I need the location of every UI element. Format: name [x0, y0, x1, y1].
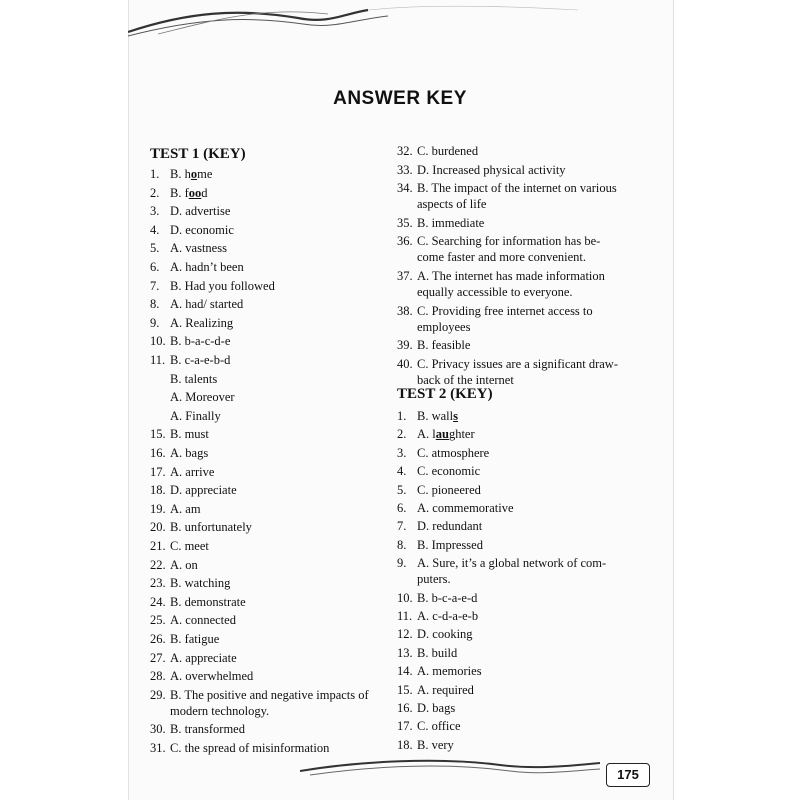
- answer-text: B. Had you followed: [170, 278, 275, 293]
- question-number: 15.: [150, 427, 166, 442]
- test2-answer-item: [397, 737, 454, 753]
- question-number: 10.: [397, 590, 413, 605]
- answer-text: C. office: [417, 719, 461, 734]
- stressed-letters: oo: [188, 185, 202, 200]
- question-number: 8.: [150, 297, 160, 312]
- test1-answer-item: [150, 538, 209, 554]
- question-number: 7.: [150, 278, 160, 293]
- question-number: 3.: [150, 204, 160, 219]
- test1-answer-item: [150, 740, 329, 756]
- answer-text: A. appreciate: [170, 650, 237, 665]
- stressed-letters: o: [190, 167, 198, 181]
- page-number: 175: [606, 763, 650, 787]
- question-number: 26.: [150, 632, 166, 646]
- answer-text: D. economic: [170, 222, 234, 237]
- question-number: 10.: [150, 334, 166, 349]
- answer-text: A. Finally: [170, 408, 221, 423]
- answer-text-continued: aspects of life: [417, 197, 487, 212]
- test1-answer-item: [150, 721, 245, 737]
- answer-text-continued: modern technology.: [170, 703, 270, 718]
- answer-text: C. Providing free internet access to: [417, 303, 593, 318]
- answer-text: B. f: [170, 185, 189, 200]
- question-number: 35.: [397, 215, 413, 230]
- answer-text: A. Realizing: [170, 315, 234, 330]
- question-number: 13.: [397, 645, 413, 660]
- question-number: 20.: [150, 520, 166, 535]
- question-number: 1.: [397, 409, 407, 423]
- answer-text: C. meet: [170, 539, 209, 553]
- answer-text: B. build: [417, 645, 458, 660]
- question-number: 39.: [397, 338, 413, 353]
- question-number: 3.: [397, 445, 407, 460]
- test2-answer-item: [397, 663, 482, 679]
- question-number: 17.: [397, 719, 413, 734]
- answer-text: B. fatigue: [170, 632, 220, 646]
- question-number: 16.: [150, 446, 166, 460]
- question-number: 12.: [397, 627, 413, 642]
- test2-heading: TEST 2 (KEY): [397, 386, 493, 402]
- answer-text: A. commemorative: [417, 501, 514, 515]
- test2-answer-item: [397, 608, 478, 624]
- test1-answer-item: [150, 668, 253, 684]
- stressed-letters: s: [453, 409, 458, 423]
- test1-answer-item: [150, 650, 237, 666]
- answer-text-continued: back of the internet: [417, 372, 514, 387]
- test1-answer-item: [150, 557, 198, 573]
- test1-answer-item: [150, 575, 230, 591]
- test1-answer-item: [150, 501, 201, 517]
- answer-text: A. had/ started: [170, 297, 244, 312]
- question-number: 9.: [397, 556, 407, 571]
- answer-text: B. b-a-c-d-e: [170, 334, 231, 349]
- question-number: 11.: [150, 353, 166, 367]
- test2-answer-item: [397, 426, 475, 442]
- test1-answer-item: [150, 408, 221, 424]
- question-number: 38.: [397, 303, 413, 318]
- test2-answer-item: [397, 463, 480, 479]
- test2-answer-item: [397, 700, 455, 716]
- answer-text: B. unfortunately: [170, 520, 252, 535]
- decorative-swirl-bottom: [300, 755, 600, 785]
- test1-answer-item: [150, 519, 252, 535]
- question-number: 9.: [150, 315, 160, 330]
- test1-answer-item: [150, 166, 212, 182]
- question-number: 6.: [397, 501, 407, 515]
- test2-answer-item: [397, 626, 473, 642]
- question-number: 4.: [397, 464, 407, 479]
- question-number: 23.: [150, 576, 166, 591]
- answer-text: A. connected: [170, 613, 236, 628]
- test1-answer-item: [150, 426, 209, 442]
- answer-text-continued: puters.: [417, 572, 451, 587]
- answer-text: A. am: [170, 501, 201, 516]
- answer-text-continued: come faster and more convenient.: [417, 250, 587, 265]
- test2-answer-item: [397, 500, 514, 516]
- test1-answer-item: [397, 162, 566, 178]
- question-number: 5.: [397, 482, 407, 497]
- answer-text: A. required: [417, 682, 474, 697]
- answer-text: B. h: [170, 167, 191, 181]
- test1-answer-item: [150, 222, 234, 238]
- test1-answer-item: [150, 594, 246, 610]
- test2-answer-item: [397, 445, 489, 461]
- test1-answer-item: [150, 464, 214, 480]
- answer-text-continued: equally accessible to everyone.: [417, 285, 573, 299]
- test1-answer-item: [150, 296, 243, 312]
- answer-text: B. wall: [417, 409, 454, 423]
- answer-text: A. hadn’t been: [170, 260, 244, 274]
- test1-answer-item: [150, 352, 230, 368]
- test1-answer-item: [150, 612, 236, 628]
- question-number: 18.: [397, 737, 413, 752]
- question-number: 34.: [397, 181, 413, 196]
- test1-answer-item: [150, 482, 237, 498]
- answer-text-rest: ghter: [448, 427, 475, 442]
- answer-text-continued: employees: [417, 319, 471, 334]
- answer-text: B. talents: [170, 371, 218, 386]
- test1-answer-item: [150, 445, 208, 461]
- test1-answer-item: [150, 259, 244, 275]
- answer-text: B. transformed: [170, 722, 245, 737]
- test2-answer-item: [397, 537, 483, 553]
- question-number: 40.: [397, 356, 413, 371]
- question-number: 16.: [397, 701, 413, 715]
- question-number: 21.: [150, 539, 166, 553]
- answer-text: C. burdened: [417, 144, 479, 158]
- answer-text: A. overwhelmed: [170, 669, 254, 684]
- answer-text: D. advertise: [170, 204, 231, 219]
- test2-answer-item: [397, 718, 461, 734]
- test1-answer-item: [150, 631, 219, 647]
- answer-text: A. Moreover: [170, 390, 235, 405]
- page-title: ANSWER KEY: [333, 88, 467, 109]
- question-number: 1.: [150, 167, 160, 181]
- answer-text: A. bags: [170, 446, 209, 460]
- question-number: 29.: [150, 687, 166, 702]
- answer-text: B. c-a-e-b-d: [170, 353, 231, 367]
- test1-answer-item: [150, 240, 227, 256]
- question-number: 15.: [397, 682, 413, 697]
- answer-text: C. Searching for information has be-: [417, 234, 601, 249]
- decorative-swirl-top: [128, 4, 672, 44]
- question-number: 5.: [150, 241, 160, 256]
- question-number: 27.: [150, 650, 166, 665]
- answer-text: A. c-d-a-e-b: [417, 609, 479, 623]
- question-number: 33.: [397, 162, 413, 177]
- test1-answer-item: [150, 333, 230, 349]
- test1-answer-item: [397, 337, 470, 353]
- answer-text: B. feasible: [417, 338, 471, 353]
- question-number: 8.: [397, 537, 407, 552]
- question-number: 11.: [397, 609, 413, 623]
- answer-text: C. economic: [417, 464, 481, 479]
- question-number: 19.: [150, 501, 166, 516]
- question-number: 37.: [397, 269, 413, 283]
- answer-text: B. must: [170, 427, 209, 442]
- answer-text: B. The impact of the internet on various: [417, 181, 617, 196]
- question-number: 17.: [150, 464, 166, 479]
- answer-text: A. The internet has made information: [417, 269, 605, 283]
- test1-answer-item: [397, 215, 484, 231]
- test1-heading: TEST 1 (KEY): [150, 146, 246, 162]
- answer-text-rest: d: [201, 185, 208, 200]
- test1-answer-item: [150, 203, 230, 219]
- question-number: 28.: [150, 669, 166, 684]
- test2-answer-item: [397, 482, 481, 498]
- answer-text: C. the spread of misinformation: [170, 741, 330, 755]
- question-number: 36.: [397, 234, 413, 249]
- test1-answer-item: [150, 687, 369, 719]
- question-number: 32.: [397, 144, 413, 158]
- test1-answer-item: [150, 371, 217, 387]
- test1-answer-item: [150, 278, 275, 294]
- answer-text: A. arrive: [170, 464, 215, 479]
- test1-answer-item: [397, 268, 605, 300]
- answer-text: A. memories: [417, 664, 482, 679]
- question-number: 7.: [397, 519, 407, 534]
- question-number: 18.: [150, 483, 166, 498]
- question-number: 24.: [150, 594, 166, 609]
- question-number: 25.: [150, 613, 166, 628]
- answer-text: A. l: [417, 427, 436, 442]
- test2-answer-item: [397, 590, 477, 606]
- answer-text: B. immediate: [417, 215, 485, 230]
- stressed-letters: au: [435, 427, 449, 442]
- test1-answer-item: [150, 315, 233, 331]
- answer-text: D. appreciate: [170, 483, 237, 498]
- test1-answer-item: [397, 233, 600, 265]
- answer-text: D. redundant: [417, 519, 483, 534]
- test2-answer-item: [397, 682, 474, 698]
- question-number: 2.: [397, 427, 407, 442]
- question-number: 22.: [150, 557, 166, 572]
- answer-text: D. bags: [417, 701, 456, 715]
- test1-answer-item: [397, 356, 618, 388]
- test1-answer-item: [150, 389, 235, 405]
- question-number: 30.: [150, 722, 166, 737]
- test1-answer-item: [397, 143, 478, 159]
- question-number: 6.: [150, 260, 160, 274]
- question-number: 31.: [150, 741, 166, 755]
- answer-text: A. vastness: [170, 241, 227, 256]
- test1-answer-item: [150, 185, 208, 201]
- test2-answer-item: [397, 555, 606, 587]
- answer-text: B. watching: [170, 576, 231, 591]
- test2-answer-item: [397, 518, 482, 534]
- question-number: 4.: [150, 222, 160, 237]
- test1-answer-item: [397, 180, 617, 212]
- answer-text-rest: me: [197, 167, 213, 181]
- test2-answer-item: [397, 408, 458, 424]
- answer-text: D. cooking: [417, 627, 473, 642]
- answer-text: C. pioneered: [417, 482, 481, 497]
- answer-text: C. atmosphere: [417, 445, 490, 460]
- question-number: 14.: [397, 664, 413, 679]
- answer-text: C. Privacy issues are a significant draw-: [417, 356, 618, 371]
- answer-text: B. Impressed: [417, 537, 483, 552]
- question-number: 2.: [150, 185, 160, 200]
- answer-text: B. The positive and negative impacts of: [170, 687, 369, 702]
- test2-answer-item: [397, 645, 457, 661]
- answer-text: D. Increased physical activity: [417, 162, 566, 177]
- answer-text: B. demonstrate: [170, 594, 246, 609]
- answer-text: B. b-c-a-e-d: [417, 590, 478, 605]
- answer-text: A. Sure, it’s a global network of com-: [417, 556, 607, 571]
- answer-text: A. on: [170, 557, 198, 572]
- test1-answer-item: [397, 303, 593, 335]
- answer-text: B. very: [417, 737, 454, 752]
